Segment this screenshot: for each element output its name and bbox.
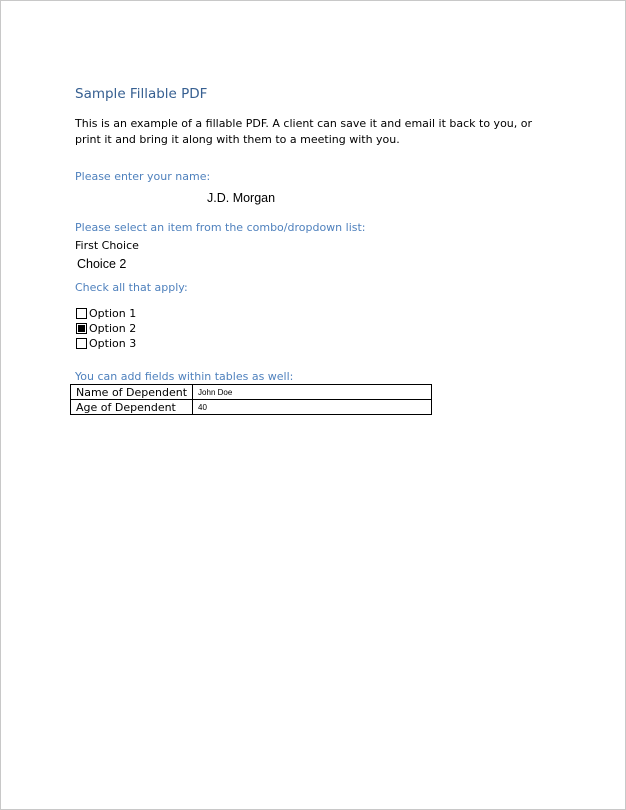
checkbox-group <box>76 306 136 351</box>
dependent-age-label: Age of Dependent <box>71 400 193 415</box>
option-1-checkbox[interactable] <box>76 308 87 319</box>
table-row <box>71 400 432 415</box>
intro-paragraph: This is an example of a fillable PDF. A client can save it and email it back to you, or print it and bring it along with them to a meeting with you. <box>75 117 533 146</box>
option-3-checkbox[interactable] <box>76 338 87 349</box>
option-2-checkbox[interactable] <box>76 323 87 334</box>
option-2-label: Option 2 <box>89 322 137 335</box>
document-title: Sample Fillable PDF <box>75 86 208 102</box>
dependent-name-label: Name of Dependent <box>71 385 193 400</box>
dependents-table <box>70 384 432 415</box>
table-row <box>71 385 432 400</box>
option-1-label: Option 1 <box>89 307 137 320</box>
checkbox-option-3 <box>76 336 136 351</box>
dependent-name-field[interactable]: John Doe <box>193 385 432 400</box>
checkbox-heading: Check all that apply: <box>75 281 188 294</box>
table-heading: You can add fields within tables as well: <box>75 370 294 383</box>
combo-heading: Please select an item from the combo/dropdown list: <box>75 221 366 234</box>
option-3-label: Option 3 <box>89 337 137 350</box>
checkbox-option-1 <box>76 306 136 321</box>
dependent-age-field[interactable]: 40 <box>193 400 432 415</box>
checkbox-option-2 <box>76 321 136 336</box>
name-heading: Please enter your name: <box>75 170 211 183</box>
choice-dropdown[interactable]: Choice 2 <box>77 257 127 271</box>
combo-label: First Choice <box>75 239 139 252</box>
name-field[interactable] <box>207 191 407 205</box>
